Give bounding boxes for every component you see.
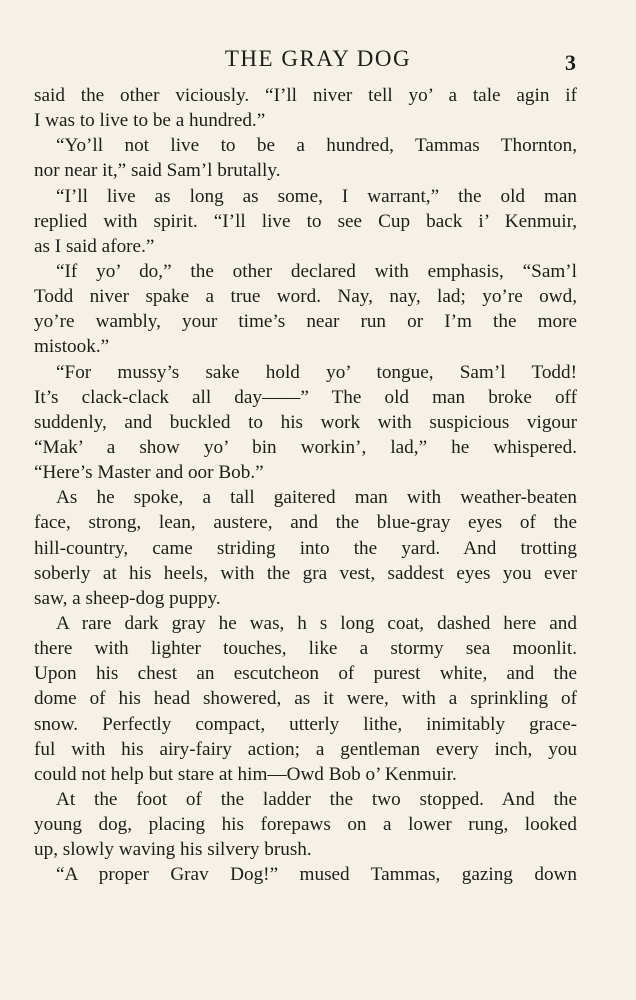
text-line: could not help but stare at him—Owd Bob o’ Kenmuir. <box>34 763 457 785</box>
text-line: “Here’s Master and oor Bob.” <box>34 462 264 484</box>
text-line: A rare dark gray he was, h s long coat, dashed here and <box>56 612 577 634</box>
running-head <box>0 44 636 74</box>
text-line: dome of his head showered, as it were, with a sprinkling of <box>34 688 577 710</box>
text-line: It’s clack-clack all day——” The old man broke off <box>34 386 577 408</box>
text-line: I was to live to be a hundred.” <box>34 110 266 132</box>
text-line: nor near it,” said Sam’l brutally. <box>34 160 281 182</box>
text-line: up, slowly waving his silvery brush. <box>34 839 312 861</box>
text-line: Upon his chest an escutcheon of purest white, and the <box>34 663 577 685</box>
text-line: suddenly, and buckled to his work with suspicious vigour <box>34 411 577 433</box>
text-line: “A proper Grav Dog!” mused Tammas, gazing down <box>56 864 577 886</box>
text-line: saw, a sheep-dog puppy. <box>34 587 221 609</box>
text-line: there with lighter touches, like a stormy sea moonlit. <box>34 638 577 660</box>
text-line: snow. Perfectly compact, utterly lithe, inimitably grace- <box>34 713 577 735</box>
text-line: “Mak’ a show yo’ bin workin’, lad,” he whispered. <box>34 436 577 458</box>
text-line: as I said afore.” <box>34 235 155 257</box>
text-line: soberly at his heels, with the gra vest, saddest eyes you ever <box>34 562 577 584</box>
text-line: ful with his airy-fairy action; a gentleman every inch, you <box>34 738 577 760</box>
text-line: face, strong, lean, austere, and the blue-gray eyes of the <box>34 512 577 534</box>
text-line: hill-country, came striding into the yard. And trotting <box>34 537 577 559</box>
text-line: replied with spirit. “I’ll live to see Cup back i’ Kenmuir, <box>34 210 577 232</box>
text-line: young dog, placing his forepaws on a lower rung, looked <box>34 814 577 836</box>
text-line: “Yo’ll not live to be a hundred, Tammas Thornton, <box>56 135 577 157</box>
running-title: THE GRAY DOG <box>224 46 412 71</box>
text-line: “For mussy’s sake hold yo’ tongue, Sam’l Todd! <box>56 361 577 383</box>
text-line: “If yo’ do,” the other declared with emphasis, “Sam’l <box>56 260 577 282</box>
text-line: yo’re wambly, your time’s near run or I’m the more <box>34 311 577 333</box>
text-line: said the other viciously. “I’ll niver tell yo’ a tale agin if <box>34 85 577 106</box>
body-text <box>34 83 577 888</box>
page-number: 3 <box>565 50 576 75</box>
text-line: mistook.” <box>34 336 110 358</box>
text-line: As he spoke, a tall gaitered man with weather-beaten <box>56 487 577 509</box>
text-line: “I’ll live as long as some, I warrant,” the old man <box>56 185 577 207</box>
text-line: At the foot of the ladder the two stopped. And the <box>56 788 577 810</box>
text-line: Todd niver spake a true word. Nay, nay, lad; yo’re owd, <box>34 286 577 308</box>
